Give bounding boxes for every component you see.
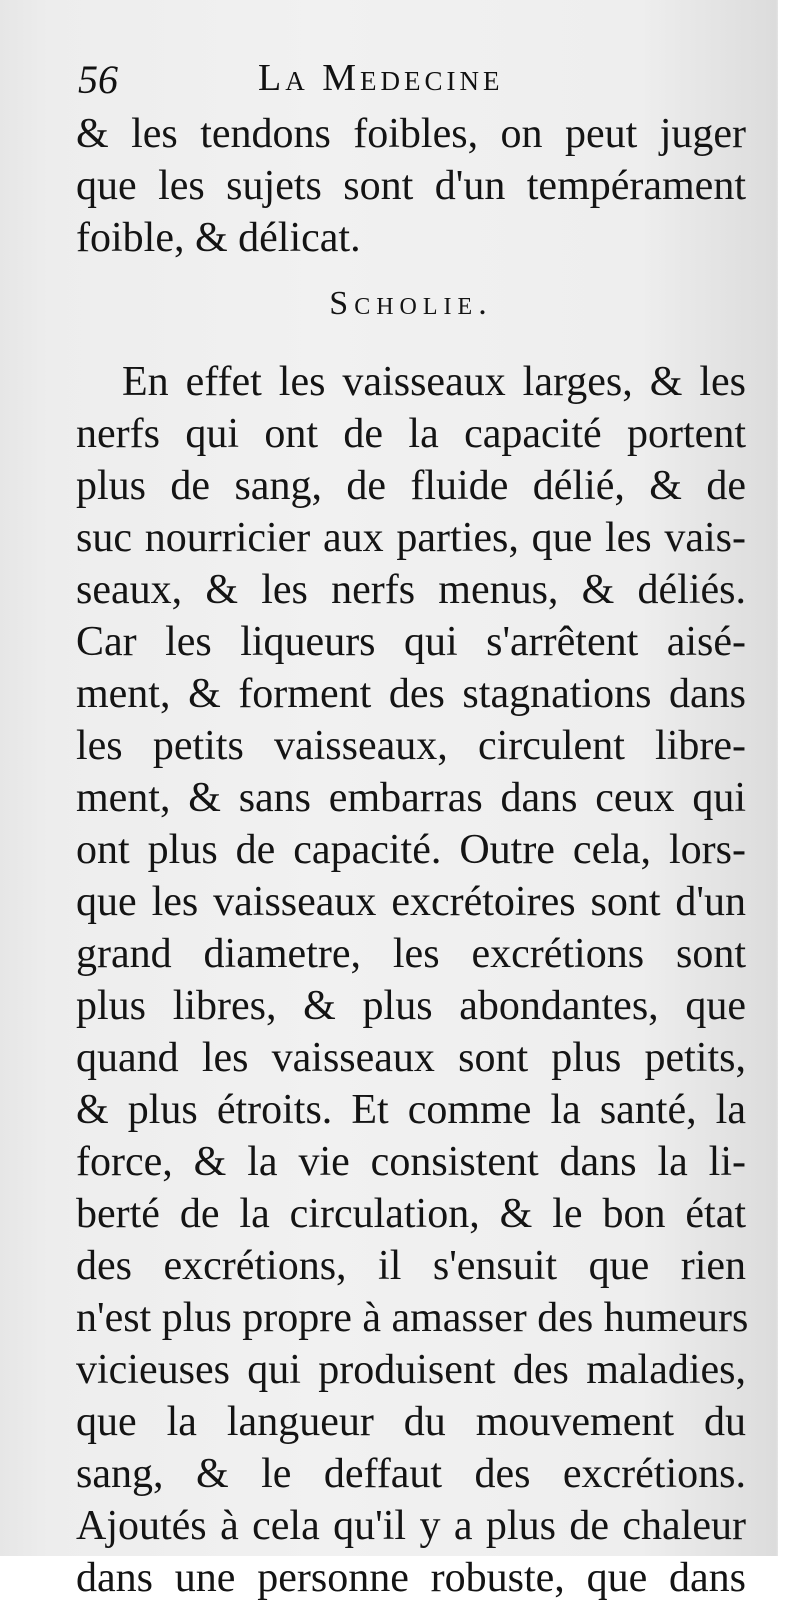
text-line: que les vaisseaux excrétoires sont d'un [76,879,746,925]
text-line: ment, & forment des stagnations dans [76,671,746,717]
text-line: suc nourricier aux parties, que les vais- [76,515,746,561]
text-line: n'est plus propre à amasser des humeurs [76,1295,749,1341]
text-line: que la langueur du mouvement du [76,1399,746,1445]
text-line: vicieuses qui produisent des maladies, [76,1347,746,1393]
text-line: En effet les vaisseaux larges, & les [122,359,746,405]
text-line: dans une personne robuste, que dans [76,1555,746,1601]
text-line: berté de la circulation, & le bon état [76,1191,746,1237]
text-line: les petits vaisseaux, circulent libre- [76,723,746,769]
text-line: plus de sang, de fluide délié, & de [76,463,746,509]
text-line: seaux, & les nerfs menus, & déliés. [76,567,746,613]
text-line: quand les vaisseaux sont plus petits, [76,1035,746,1081]
text-line: foible, & délicat. [76,215,361,261]
text-line: Ajoutés à cela qu'il y a plus de chaleur [76,1503,746,1549]
text-line: des excrétions, il s'ensuit que rien [76,1243,746,1289]
text-line: & plus étroits. Et comme la santé, la [76,1087,746,1133]
text-line: que les sujets sont d'un tempérament [76,163,746,209]
text-line: sang, & le deffaut des excrétions. [76,1451,746,1497]
text-line: plus libres, & plus abondantes, que [76,983,746,1029]
running-head: La Medecine [258,57,504,99]
page-header [78,52,738,112]
text-line: force, & la vie consistent dans la li- [76,1139,746,1185]
text-line: grand diametre, les excrétions sont [76,931,746,977]
text-line: & les tendons foibles, on peut juger [76,111,746,157]
section-heading: Scholie. [329,285,493,322]
page-edge [778,0,800,1556]
text-block [76,108,749,1604]
text-line: Car les liqueurs qui s'arrêtent aisé- [76,619,746,665]
text-line: ment, & sans embarras dans ceux qui [76,775,746,821]
page-number: 56 [78,57,118,102]
text-line: ont plus de capacité. Outre cela, lors- [76,827,746,873]
text-line: nerfs qui ont de la capacité portent [76,411,746,457]
